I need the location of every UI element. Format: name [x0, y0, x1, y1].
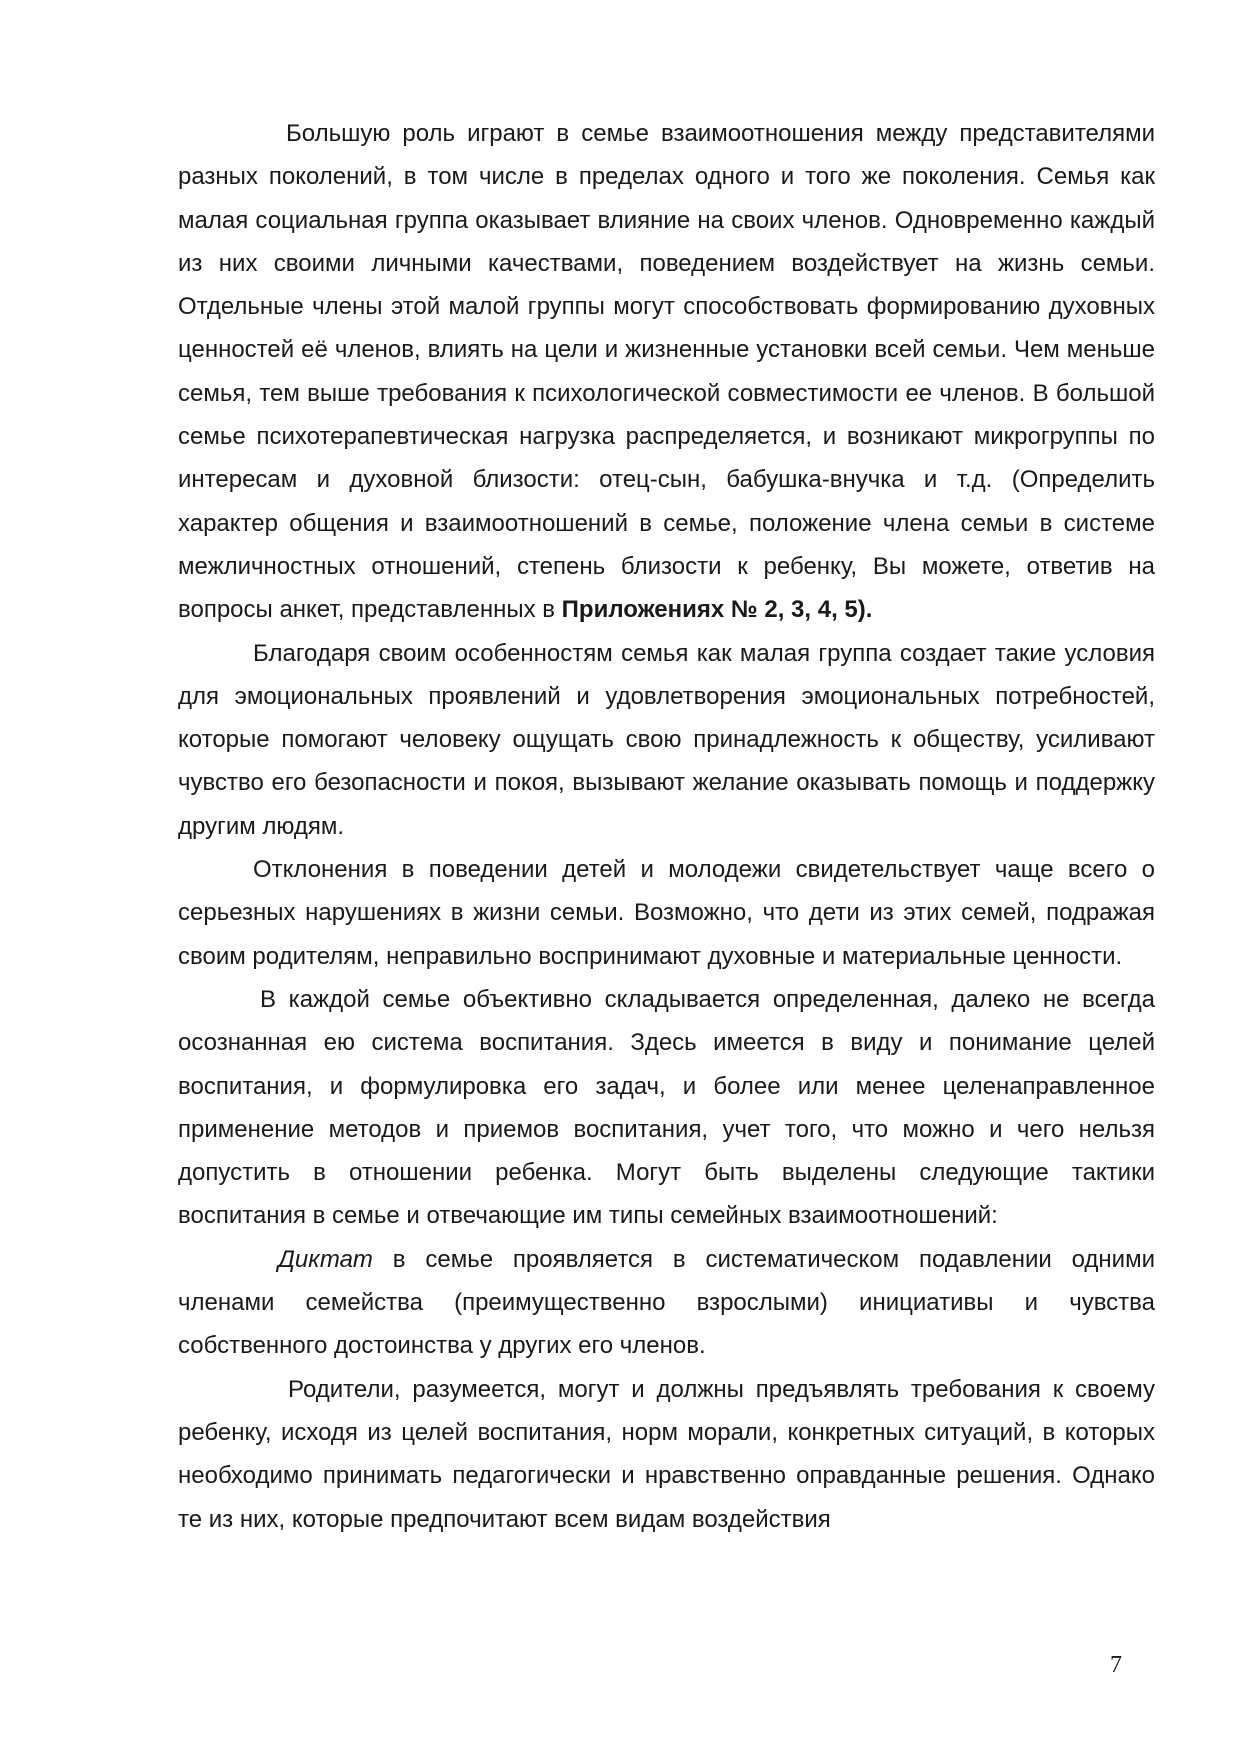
paragraph-text: в семье проявляется в систематическом подавлении одними членами семейства (преимущественно взрослыми) инициативы и чувства собственного достоинства у других его членов. [178, 1245, 1155, 1360]
paragraph-deviations: Отклонения в поведении детей и молодежи свидетельствует чаще всего о серьезных нарушениях в жизни семьи. Возможно, что дети из этих семей, подражая своим родителям, неправильно воспринимают духовные и материальные ценности. [178, 856, 1155, 970]
paragraph-text-end: ). [857, 596, 873, 624]
paragraph-upbringing-system: В каждой семье объективно складывается определенная, далеко не всегда осознанная ею система воспитания. Здесь имеется в виду и понимание целей воспитания, и формулировка его задач, и более или менее целенаправленное применение методов и приемов воспитания, учет того, что можно и чего нельзя допустить в отношении ребенка. Могут быть выделены следующие тактики воспитания в семье и отвечающие им типы семейных взаимоотношений: [178, 985, 1155, 1230]
document-body [178, 112, 1155, 1541]
paragraph-family-relations [178, 112, 1155, 632]
page-number: 7 [1110, 1652, 1122, 1678]
term-dictate: Диктат [278, 1245, 373, 1273]
paragraph-parents-requirements: Родители, разумеется, могут и должны предъявлять требования к своему ребенку, исходя из целей воспитания, норм морали, конкретных ситуаций, в которых необходимо принимать педагогически и нравственно оправданные решения. Однако те из них, которые предпочитают всем видам воздействия [178, 1375, 1155, 1533]
appendix-reference: Приложениях № 2, 3, 4, 5 [561, 596, 858, 624]
paragraph-dictate [178, 1238, 1155, 1368]
paragraph-emotional-needs: Благодаря своим особенностям семья как малая группа создает такие условия для эмоциональных проявлений и удовлетворения эмоциональных потребностей, которые помогают человеку ощущать свою принадлежность к обществу, усиливают чувство его безопасности и покоя, вызывают желание оказывать помощь и поддержку другим людям. [178, 639, 1155, 840]
paragraph-text: Большую роль играют в семье взаимоотношения между представителями разных поколений, в том числе в пределах одного и того же поколения. Семья как малая социальная группа оказывает влияние на своих членов. Одновременно каждый из них своими личными качествами, поведением воздействует на жизнь семьи. Отдельные члены этой малой группы могут способствовать формированию духовных ценностей её членов, влиять на цели и жизненные установки всей семьи. Чем меньше семья, тем выше требования к психологической совместимости ее членов. В большой семье психотерапевтическая нагрузка распределяется, и возникают микрогруппы по интересам и духовной близости: отец-сын, бабушка-внучка и т.д. (Определить характер общения и взаимоотношений в семье, положение члена семьи в системе межличностных отношений, степень близости к ребенку, Вы можете, ответив на вопросы анкет, представленных в [178, 120, 1155, 624]
